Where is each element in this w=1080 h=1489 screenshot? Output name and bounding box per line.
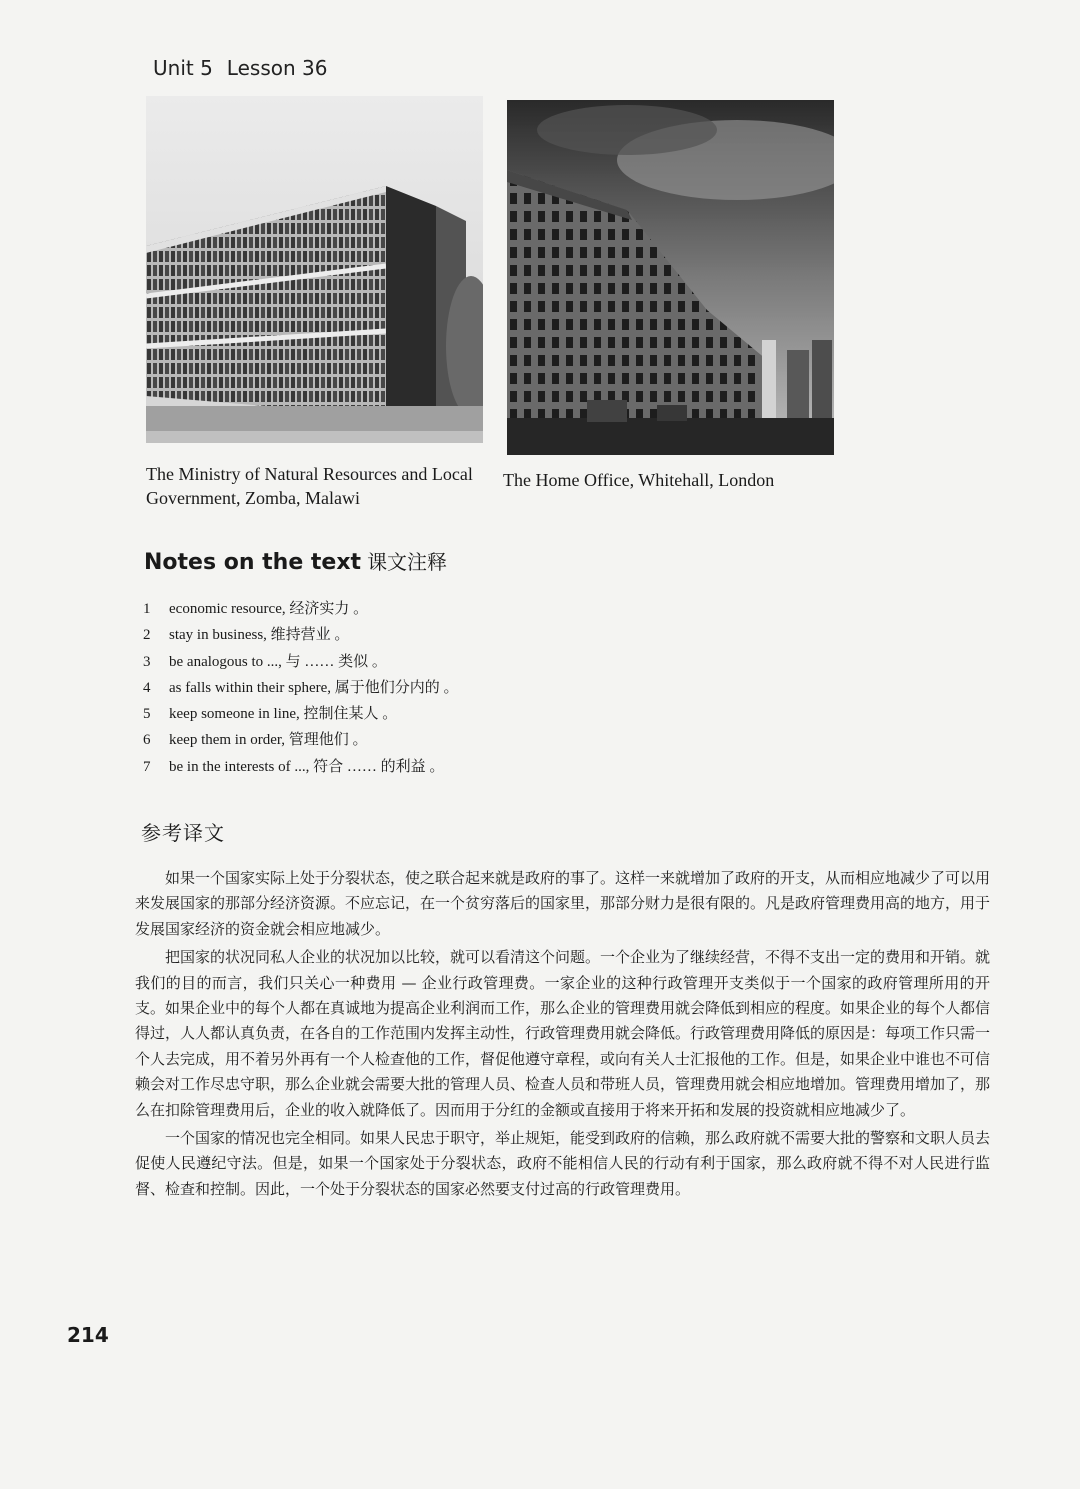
home-office-photo-caption: The Home Office, Whitehall, London — [503, 470, 775, 490]
notes-title: Notes on the text — [144, 550, 362, 575]
note-number: 6 — [143, 732, 151, 749]
note-item — [143, 622, 743, 648]
note-item — [143, 754, 743, 780]
note-text: as falls within their sphere, 属于他们分内的 。 — [169, 679, 459, 696]
translation-heading: 参考译文 — [141, 821, 225, 845]
note-text: be analogous to ..., 与 …… 类似 。 — [169, 653, 387, 670]
note-number: 2 — [143, 627, 151, 644]
note-item — [143, 701, 743, 727]
note-number: 3 — [143, 653, 151, 670]
unit-label: Unit 5 — [153, 56, 213, 80]
running-header — [153, 56, 327, 80]
ministry-building-photo — [146, 96, 483, 443]
home-office-photo — [507, 100, 834, 455]
translation-paragraph: 把国家的状况同私人企业的状况加以比较，就可以看清这个问题。一个企业为了继续经营，不得不支出一定的费用和开销。就我们的目的而言，我们只关心一种费用 — 企业行政管理费。一家企业的这种行政管理开支类似于一个国家的政府管理所用的开支。如果企业中的每个人都在真诚地为提高企业利润而工作，那么企业的管理费用就会降低到相应的程度。如果企业的每个人都信得过，人人都认真负责，在各自的工作范围内发挥主动性，行政管理费用就会降低。行政管理费用降低的原因是：每项工作只需一个人去完成，用不着另外再有一个人检查他的工作，督促他遵守章程，或向有关人士汇报他的工作。但是，如果企业中谁也不可信赖会对工作尽忠守职，那么企业就会需要大批的管理人员、检查人员和带班人员，管理费用就会相应地增加。管理费用增加了，那么在扣除管理费用后，企业的收入就降低了。因而用于分红的金额或直接用于将来开拓和发展的投资就相应地减少了。 — [135, 948, 991, 1119]
note-number: 4 — [143, 679, 151, 696]
lesson-label: Lesson 36 — [226, 56, 328, 80]
note-item — [143, 649, 743, 675]
note-item — [143, 675, 743, 701]
notes-list — [143, 596, 743, 780]
page-number: 214 — [67, 1323, 109, 1347]
note-item — [143, 727, 743, 753]
notes-heading — [144, 546, 447, 575]
ministry-photo-caption: The Ministry of Natural Resources and Local Government, Zomba, Malawi — [146, 464, 473, 508]
translation-paragraph: 如果一个国家实际上处于分裂状态，使之联合起来就是政府的事了。这样一来就增加了政府的开支，从而相应地减少了可以用来发展国家的那部分经济资源。不应忘记，在一个贫穷落后的国家里，那部分财力是很有限的。凡是政府管理费用高的地方，用于发展国家经济的资金就会相应地减少。 — [135, 869, 991, 938]
translation-paragraph: 一个国家的情况也完全相同。如果人民忠于职守，举止规矩，能受到政府的信赖，那么政府就不需要大批的警察和文职人员去促使人民遵纪守法。但是，如果一个国家处于分裂状态，政府不能相信人民的行动有利于国家，那么政府就不得不对人民进行监督、检查和控制。因此，一个处于分裂状态的国家必然要支付过高的行政管理费用。 — [135, 1129, 991, 1198]
note-number: 5 — [143, 706, 151, 723]
notes-title-zh: 课文注释 — [367, 550, 448, 574]
note-text: be in the interests of ..., 符合 …… 的利益 。 — [169, 758, 445, 775]
note-number: 1 — [143, 601, 151, 617]
note-item — [143, 596, 743, 622]
note-text: stay in business, 维持营业 。 — [169, 627, 350, 644]
note-text: keep someone in line, 控制住某人 。 — [169, 706, 398, 723]
note-text: economic resource, 经济实力 。 — [169, 601, 369, 617]
note-number: 7 — [143, 758, 151, 775]
translation-body — [135, 866, 990, 1205]
note-text: keep them in order, 管理他们 。 — [169, 732, 368, 749]
